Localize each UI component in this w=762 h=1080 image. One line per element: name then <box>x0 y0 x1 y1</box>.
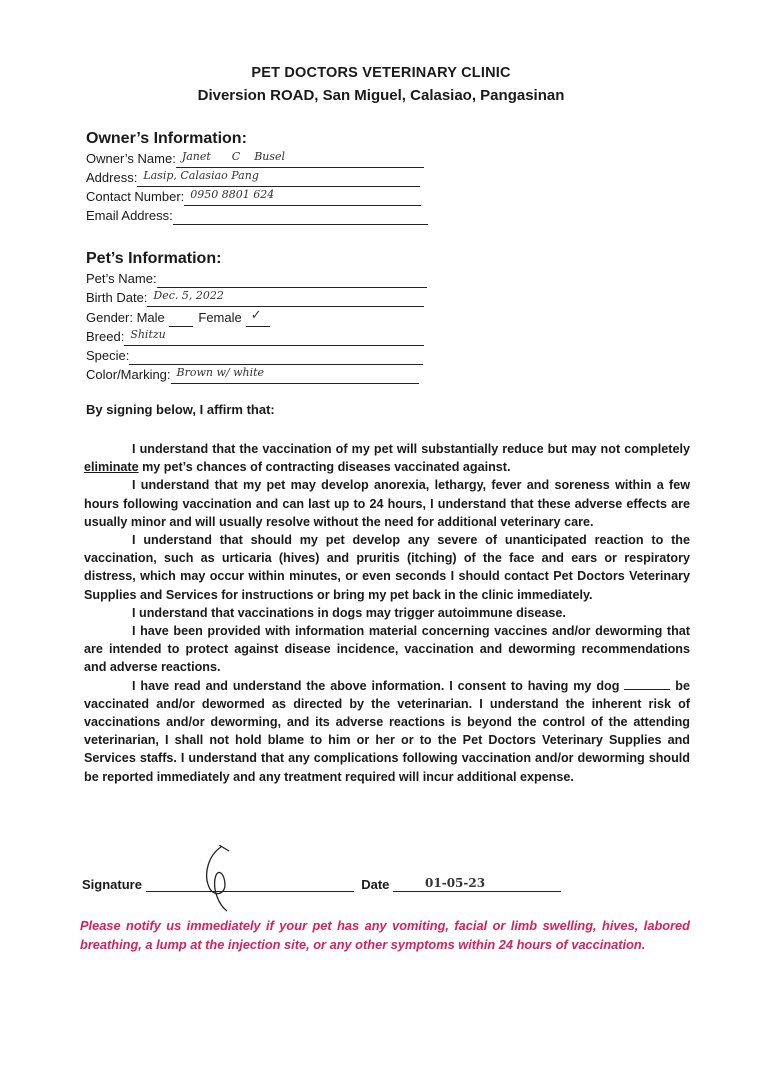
owner-address-value: Lasip, Calasiao Pang <box>143 169 259 182</box>
symptom-notice: Please notify us immediately if your pet has any vomiting, facial or limb swelling, hives, labored breathing, a lump at the injection site, or any other symptoms within 24 hours of vaccination. <box>80 918 690 952</box>
pet-gender-female-field[interactable] <box>246 309 270 327</box>
date-label: Date <box>361 877 390 892</box>
pet-gender-male-label: Gender: Male <box>86 310 165 325</box>
pet-birth-field[interactable] <box>147 289 424 307</box>
owner-name-label: Owner’s Name: <box>86 151 176 166</box>
owner-contact-value: 0950 8801 624 <box>190 188 275 201</box>
owner-address-label: Address: <box>86 170 138 185</box>
consent-p6-text: I have read and understand the above information. I consent to having my dog <box>132 678 625 693</box>
pet-color-value: Brown w/ white <box>176 366 265 379</box>
consent-p1-text-end: my pet’s chances of contracting diseases vaccinated against. <box>138 460 511 475</box>
dog-name-blank[interactable] <box>624 677 670 690</box>
checkmark-icon: ✓ <box>250 308 262 323</box>
handwritten-signature <box>195 845 245 915</box>
signature-row <box>82 876 561 892</box>
pet-color-row <box>86 366 419 384</box>
pet-color-field[interactable] <box>171 366 419 384</box>
pet-color-label: Color/Marking: <box>86 367 171 382</box>
pet-birth-row <box>86 289 424 307</box>
owner-contact-field[interactable] <box>184 188 421 206</box>
pet-specie-label: Specie: <box>86 348 130 363</box>
pet-breed-field[interactable] <box>124 328 424 346</box>
pet-gender-row <box>86 309 270 327</box>
pet-gender-female-label: Female <box>198 310 242 325</box>
date-value: 01-05-23 <box>425 876 486 890</box>
pet-birth-label: Birth Date: <box>86 290 148 305</box>
consent-paragraph-4: I understand that vaccinations in dogs may trigger autoimmune disease. <box>132 605 566 620</box>
consent-paragraph-5: I have been provided with information material concerning vaccines and/or deworming that are intended to protect against disease incidence, vaccination and deworming recommendations and adverse reactions. <box>84 624 690 675</box>
pet-name-field[interactable] <box>157 270 427 288</box>
pet-breed-value: Shitzu <box>130 328 166 341</box>
consent-p1-text: I understand that the vaccination of my pet will substantially reduce but may not completely <box>132 442 690 456</box>
owner-email-label: Email Address: <box>86 208 173 223</box>
consent-p6-text-end: be vaccinated and/or dewormed as directed by the veterinarian. I understand the inherent risk of vaccinations and/or deworming, and its adverse reactions is beyond the control of the attending veterinarian, I shall not hold blame to him or her or to the Pet Doctors Veterinary Supplies and Services staffs. I understand that any complications following vaccination and/or deworming should be reported immediately and any treatment required will incur additional expense. <box>84 678 690 784</box>
pet-name-label: Pet’s Name: <box>86 271 157 286</box>
consent-paragraph-6 <box>84 677 690 786</box>
pet-breed-row <box>86 328 424 346</box>
consent-statements <box>84 440 690 786</box>
owner-address-row <box>86 169 420 187</box>
pet-name-row <box>86 270 427 288</box>
owner-email-row <box>86 207 428 225</box>
consent-paragraph-2: I understand that my pet may develop anorexia, lethargy, fever and soreness within a few hours following vaccination and can last up to 24 hours, I understand that these adverse effects are usually minor and will usually resolve without the need for additional veterinary care. <box>84 478 690 529</box>
consent-paragraph-3: I understand that should my pet develop any severe of unanticipated reaction to the vaccination, such as urticaria (hives) and pruritis (itching) of the face and ears or respiratory distress, which may occur within minutes, or even seconds I should contact Pet Doctors Veterinary Supplies and Services for instructions or bring my pet back in the clinic immediately. <box>84 533 690 602</box>
owner-address-field[interactable] <box>137 169 420 187</box>
owner-name-row <box>86 150 424 168</box>
affirm-intro: By signing below, I affirm that: <box>86 402 275 417</box>
clinic-address: Diversion ROAD, San Miguel, Calasiao, Pangasinan <box>197 87 565 104</box>
consent-p1-underlined: eliminate <box>84 460 139 475</box>
owner-section-title: Owner’s Information: <box>86 130 247 147</box>
pet-birth-value: Dec. 5, 2022 <box>153 289 224 302</box>
owner-name-field[interactable] <box>176 150 424 168</box>
clinic-name: PET DOCTORS VETERINARY CLINIC <box>251 65 511 81</box>
owner-name-value: Janet C Busel <box>181 150 286 163</box>
owner-contact-label: Contact Number: <box>86 189 185 204</box>
owner-contact-row <box>86 188 421 206</box>
consent-paragraph-1 <box>84 440 690 476</box>
pet-breed-label: Breed: <box>86 329 125 344</box>
pet-specie-field[interactable] <box>129 347 423 365</box>
signature-label: Signature <box>82 877 142 892</box>
date-field[interactable] <box>393 876 561 892</box>
pet-gender-male-field[interactable] <box>169 309 193 327</box>
signature-field[interactable] <box>146 876 354 892</box>
owner-email-field[interactable] <box>173 207 428 225</box>
pet-section-title: Pet’s Information: <box>86 250 222 267</box>
pet-specie-row <box>86 347 423 365</box>
